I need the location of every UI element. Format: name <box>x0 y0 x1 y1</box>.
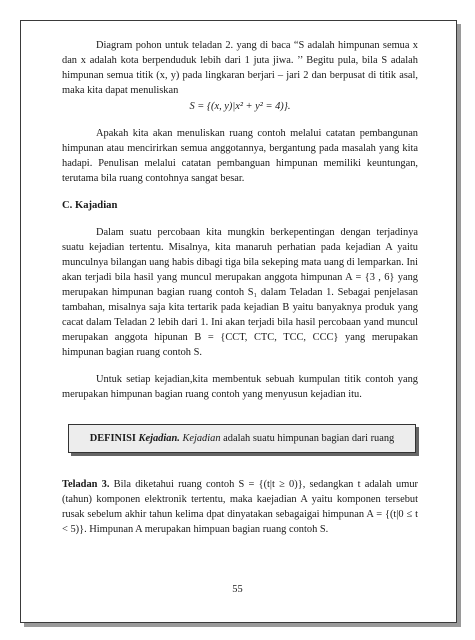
paragraph-set-notation: Apakah kita akan menuliskan ruang contoh melalui catatan pembangunan himpunan atau mencirirkan semua anggotannya, bergantung pada masalah yang kita hadapi. Penulisan melalui catatan pembanguan himpunan memiliki keuntungan, terutama bila ruang contohnya sangat besar. <box>62 128 418 184</box>
definition-term: Kejadian. <box>138 433 180 444</box>
paragraph-events: Dalam suatu percobaan kita mungkin berkepentingan dengan terjadinya suatu kejadian tertentu. Misalnya, kita manaruh perhatian pada kejadian A yaitu munculnya bilangan uang habis dibagi tiga bila sekeping mata uang di lemparkan. Ini akan terjadi bila hasil yang muncul merupakan anggota himpunan A = {3 , 6} yang merupakan himpunan bagian ruang contoh S₁ dalam Teladan 1. Sebagai penjelasan tambahan, misalnya saja kita tertarik pada kejadian B yaitu banyaknya produk yang cacat dalam Teladan 2 lebih dari 1. Ini akan terjadi bila hasil percobaan yand muncul merupakan anggota hipunan B = {CCT, CTC, TCC, CCC} yang merupakan himpunan bagian ruang contoh S. <box>62 227 418 358</box>
example-label: Teladan 3. <box>62 479 110 490</box>
example-text: Bila diketahui ruang contoh S = {(t|t ≥ 0)}, sedangkan t adalah umur (tahun) komponen elektronik tertentu, maka kaejadian A yaitu komponen tersebut rusak sebelum akhir tahun kelima dpat dinyatakan sebagaigai himpunan A = {(t|0 ≤ t < 5)}. Himpunan A merupakan himpuan bagian ruang contoh S. <box>62 479 418 535</box>
definition-term-repeat: Kejadian <box>182 433 221 444</box>
definition-text: adalah suatu himpunan bagian dari ruang <box>220 433 395 444</box>
page-content <box>62 38 418 537</box>
definition-box <box>68 424 416 453</box>
paragraph-tree-diagram: Diagram pohon untuk teladan 2. yang di baca “S adalah himpunan semua x dan x adalah kota berpenduduk lebih dari 1 juta jiwa. ’’ Begitu pula, bila S adalah himpunan semua titik (x, y) pada lingkaran berjari – jari 2 dan berpusat di titik asal, maka kita dapat menuliskan <box>62 40 418 96</box>
section-heading: C. Kajadian <box>62 200 118 211</box>
example-paragraph <box>62 477 418 537</box>
definition-label: DEFINISI <box>89 433 136 444</box>
set-equation: S = {(x, y)|x² + y² = 4)}. <box>189 101 291 112</box>
page-number: 55 <box>232 584 243 595</box>
paragraph-event-collection: Untuk setiap kejadian,kita membentuk sebuah kumpulan titik contoh yang merupakan himpunan bagian ruang contoh yang menyusun kejadian itu. <box>62 374 418 400</box>
